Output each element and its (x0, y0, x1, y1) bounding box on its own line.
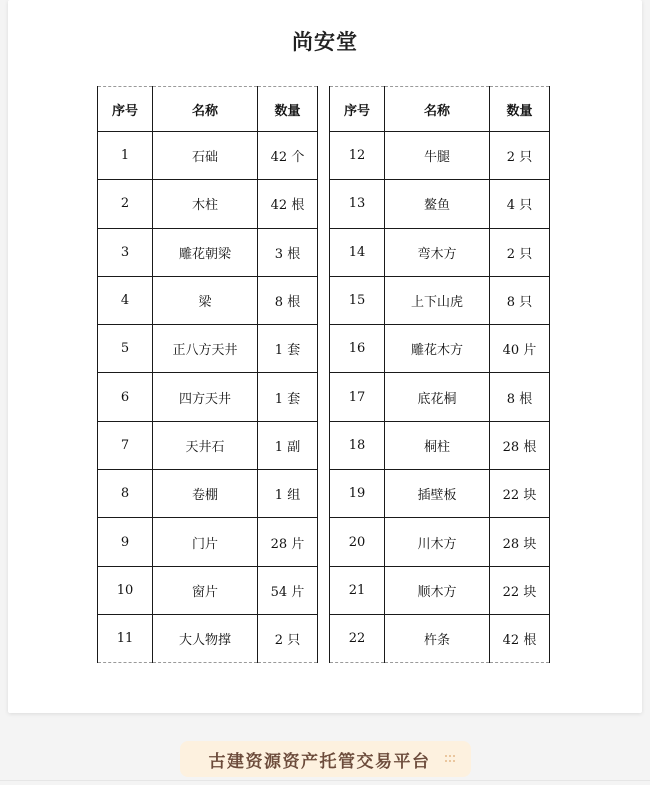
cell-no: 17 (330, 373, 385, 421)
cell-no: 10 (98, 566, 153, 614)
cell-no: 4 (98, 276, 153, 324)
cell-qty: 2 只 (490, 228, 550, 276)
header-no: 序号 (98, 87, 153, 132)
header-name: 名称 (385, 87, 490, 132)
cell-no: 7 (98, 421, 153, 469)
cell-qty: 1 套 (258, 325, 318, 373)
cell-name: 牛腿 (385, 132, 490, 180)
cell-name: 四方天井 (153, 373, 258, 421)
cell-no: 11 (98, 614, 153, 662)
cell-name: 弯木方 (385, 228, 490, 276)
table-row (330, 325, 550, 373)
cell-no: 13 (330, 180, 385, 228)
table-header-row (330, 87, 550, 132)
table-row (98, 180, 318, 228)
table-row (330, 518, 550, 566)
cell-no: 20 (330, 518, 385, 566)
cell-name: 梁 (153, 276, 258, 324)
cell-name: 底花桐 (385, 373, 490, 421)
cell-name: 桐柱 (385, 421, 490, 469)
cell-qty: 3 根 (258, 228, 318, 276)
cell-qty: 4 只 (490, 180, 550, 228)
cell-qty: 42 个 (258, 132, 318, 180)
cell-qty: 1 副 (258, 421, 318, 469)
cell-name: 大人物撑 (153, 614, 258, 662)
cell-qty: 8 只 (490, 276, 550, 324)
platform-name: 古建资源资产托管交易平台 (208, 751, 431, 772)
cell-name: 顺木方 (385, 566, 490, 614)
table-row (330, 228, 550, 276)
cell-name: 雕花朝梁 (153, 228, 258, 276)
cell-qty: 2 只 (490, 132, 550, 180)
cell-name: 门片 (153, 518, 258, 566)
table-row (330, 421, 550, 469)
cell-name: 石础 (153, 132, 258, 180)
table-row (330, 276, 550, 324)
table-row (98, 228, 318, 276)
cell-no: 12 (330, 132, 385, 180)
page-title: 尚安堂 (292, 29, 358, 54)
cell-name: 杵条 (385, 614, 490, 662)
cell-no: 1 (98, 132, 153, 180)
cell-qty: 22 块 (490, 566, 550, 614)
cell-name: 窗片 (153, 566, 258, 614)
header-no: 序号 (330, 87, 385, 132)
cell-qty: 42 根 (258, 180, 318, 228)
table-row (98, 276, 318, 324)
cell-no: 5 (98, 325, 153, 373)
cell-qty: 28 块 (490, 518, 550, 566)
cell-qty: 8 根 (258, 276, 318, 324)
table-row (98, 132, 318, 180)
cell-no: 22 (330, 614, 385, 662)
cell-no: 15 (330, 276, 385, 324)
cell-no: 21 (330, 566, 385, 614)
cell-no: 18 (330, 421, 385, 469)
cell-no: 8 (98, 470, 153, 518)
table-row (330, 614, 550, 662)
cell-qty: 8 根 (490, 373, 550, 421)
cell-no: 14 (330, 228, 385, 276)
cell-name: 上下山虎 (385, 276, 490, 324)
inventory-table-right (329, 86, 550, 663)
cell-name: 雕花木方 (385, 325, 490, 373)
table-row (330, 470, 550, 518)
table-row (98, 614, 318, 662)
cell-qty: 40 片 (490, 325, 550, 373)
dots-icon (445, 755, 457, 763)
cell-qty: 2 只 (258, 614, 318, 662)
table-row (98, 518, 318, 566)
header-qty: 数量 (490, 87, 550, 132)
inventory-table-left (97, 86, 318, 663)
cell-qty: 22 块 (490, 470, 550, 518)
platform-badge[interactable] (180, 741, 471, 777)
cell-name: 插壁板 (385, 470, 490, 518)
cell-no: 16 (330, 325, 385, 373)
cell-no: 2 (98, 180, 153, 228)
cell-qty: 1 套 (258, 373, 318, 421)
header-name: 名称 (153, 87, 258, 132)
cell-name: 木柱 (153, 180, 258, 228)
table-header-row (98, 87, 318, 132)
table-row (330, 132, 550, 180)
cell-qty: 28 根 (490, 421, 550, 469)
table-row (330, 566, 550, 614)
cell-no: 6 (98, 373, 153, 421)
cell-no: 3 (98, 228, 153, 276)
table-row (98, 373, 318, 421)
cell-no: 9 (98, 518, 153, 566)
cell-qty: 42 根 (490, 614, 550, 662)
table-row (98, 470, 318, 518)
table-row (330, 373, 550, 421)
table-row (330, 180, 550, 228)
cell-name: 川木方 (385, 518, 490, 566)
cell-no: 19 (330, 470, 385, 518)
cell-name: 卷棚 (153, 470, 258, 518)
cell-name: 天井石 (153, 421, 258, 469)
cell-qty: 1 组 (258, 470, 318, 518)
table-row (98, 421, 318, 469)
table-row (98, 566, 318, 614)
cell-qty: 54 片 (258, 566, 318, 614)
bottom-divider (0, 780, 650, 781)
table-row (98, 325, 318, 373)
cell-name: 正八方天井 (153, 325, 258, 373)
cell-name: 鳌鱼 (385, 180, 490, 228)
cell-qty: 28 片 (258, 518, 318, 566)
header-qty: 数量 (258, 87, 318, 132)
